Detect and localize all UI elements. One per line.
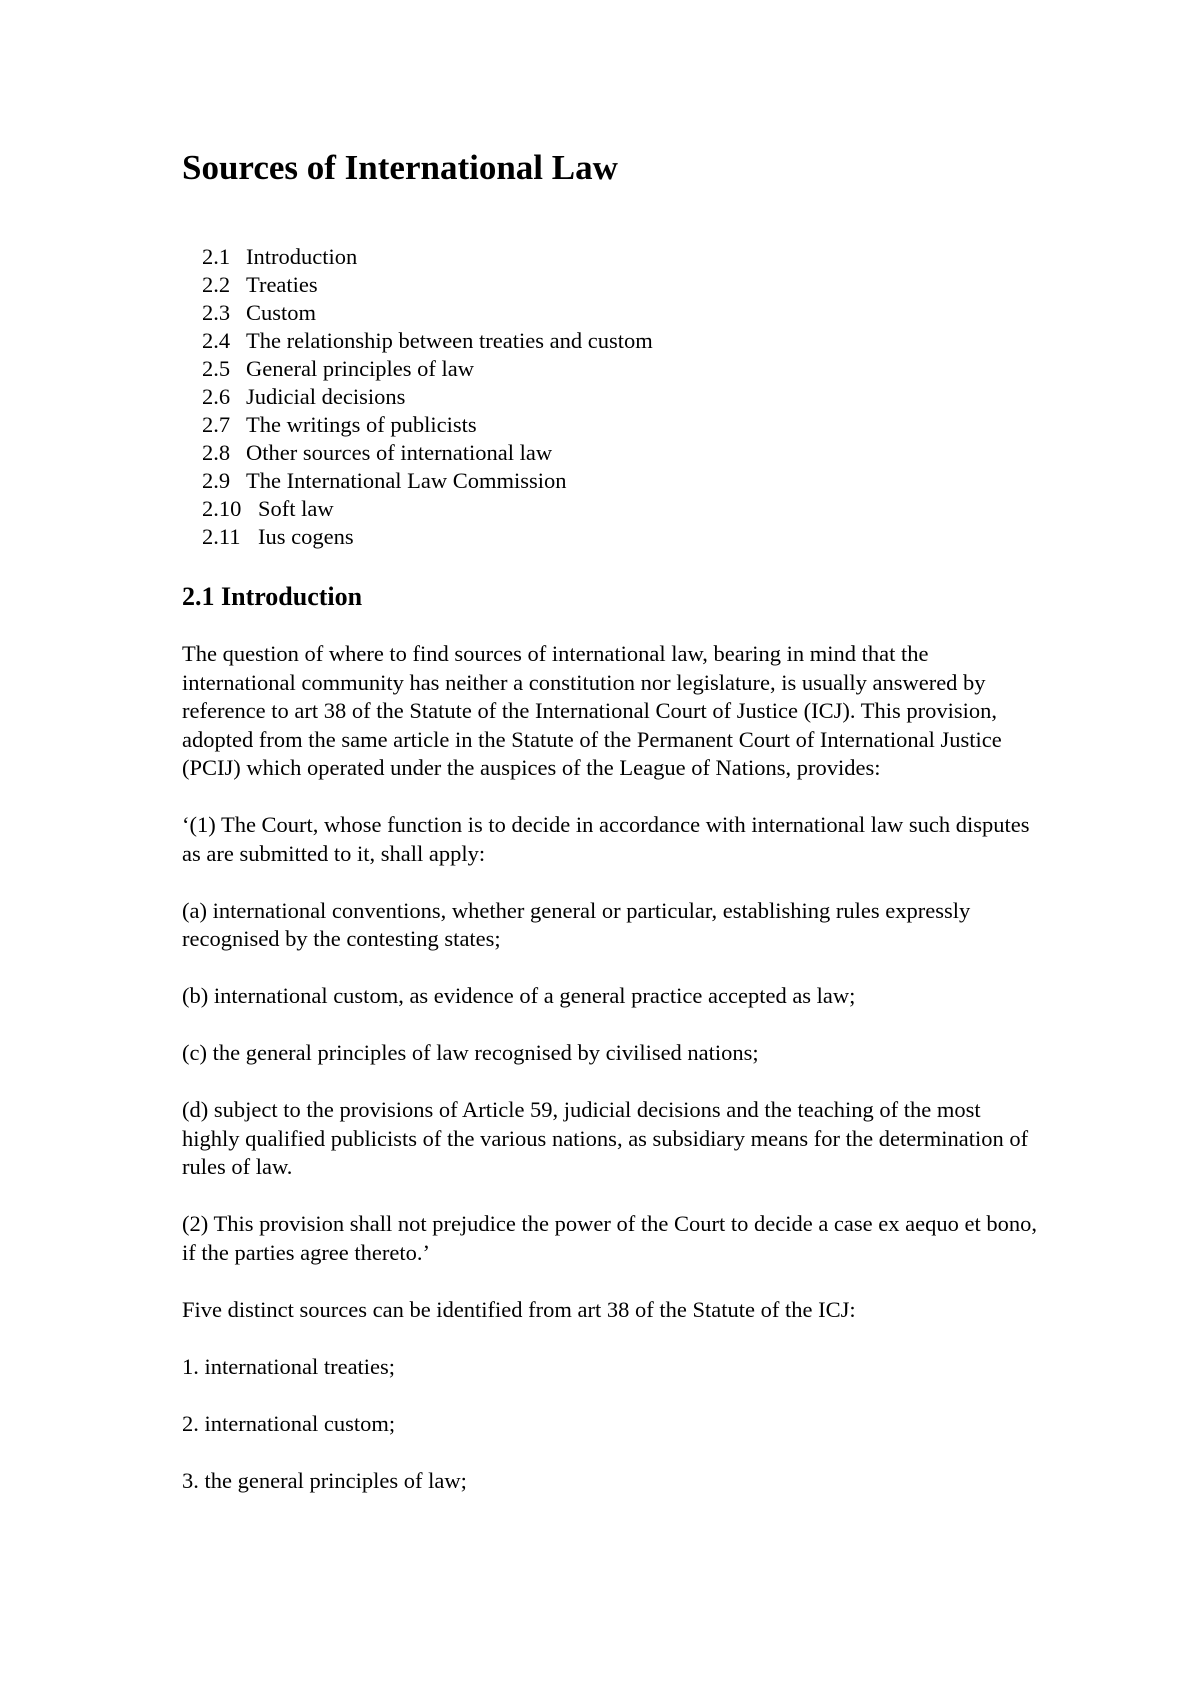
toc-item	[202, 355, 653, 383]
toc-item-label: Introduction	[246, 244, 358, 269]
toc-item-number: 2.8	[202, 440, 231, 465]
document-title: Sources of International Law	[182, 148, 618, 187]
toc-item-label: General principles of law	[246, 356, 475, 381]
toc-item	[202, 411, 653, 439]
body-paragraph: (d) subject to the provisions of Article 59, judicial decisions and the teaching of the most highly qualified publicists of the various nations, as subsidiary means for the determination of rules of law.	[182, 1097, 1029, 1179]
toc-item-label: Soft law	[258, 496, 334, 521]
body-paragraph: (b) international custom, as evidence of a general practice accepted as law;	[182, 983, 856, 1008]
toc-item	[202, 271, 653, 299]
toc-item-label: Judicial decisions	[246, 384, 406, 409]
body-paragraph: The question of where to find sources of international law, bearing in mind that the international community has neither a constitution nor legislature, is usually answered by reference to art 38 of the Statute of the International Court of Justice (ICJ). This provision, adopted from the same article in the Statute of the Permanent Court of International Justice (PCIJ) which operated under the auspices of the League of Nations, provides:	[182, 641, 1002, 780]
toc-item-label: Ius cogens	[258, 524, 354, 549]
toc-item	[202, 243, 653, 271]
toc-item-label: The relationship between treaties and custom	[246, 328, 653, 353]
section-heading: 2.1 Introduction	[182, 582, 363, 611]
toc-item	[202, 523, 653, 551]
toc-item-label: The International Law Commission	[246, 468, 567, 493]
body-paragraph: ‘(1) The Court, whose function is to decide in accordance with international law such disputes as are submitted to it, shall apply:	[182, 812, 1030, 866]
section-body	[182, 640, 1042, 1524]
toc-item-label: The writings of publicists	[246, 412, 477, 437]
toc-item-number: 2.4	[202, 328, 231, 353]
body-paragraph: (2) This provision shall not prejudice the power of the Court to decide a case ex aequo et bono, if the parties agree thereto.’	[182, 1211, 1037, 1265]
toc-item-number: 2.6	[202, 384, 231, 409]
toc-item-label: Other sources of international law	[246, 440, 553, 465]
body-paragraph: (a) international conventions, whether general or particular, establishing rules expressly recognised by the contesting states;	[182, 897, 971, 951]
body-paragraph: 1. international treaties;	[182, 1353, 396, 1379]
toc-item	[202, 439, 653, 467]
table-of-contents	[202, 243, 653, 551]
body-paragraph: 3. the general principles of law;	[182, 1467, 467, 1493]
toc-item-number: 2.5	[202, 356, 231, 381]
toc-item-number: 2.7	[202, 412, 231, 437]
toc-item-number: 2.3	[202, 300, 231, 325]
body-paragraph: 2. international custom;	[182, 1410, 396, 1436]
toc-item-label: Treaties	[246, 272, 318, 297]
toc-item	[202, 467, 653, 495]
toc-item-number: 2.1	[202, 244, 231, 269]
toc-item	[202, 495, 653, 523]
toc-item-number: 2.10	[202, 496, 242, 521]
toc-item	[202, 299, 653, 327]
toc-item-number: 2.2	[202, 272, 231, 297]
toc-item-number: 2.11	[202, 524, 241, 549]
body-paragraph: Five distinct sources can be identified from art 38 of the Statute of the ICJ:	[182, 1296, 856, 1322]
toc-item-number: 2.9	[202, 468, 231, 493]
toc-item	[202, 383, 653, 411]
body-paragraph: (c) the general principles of law recognised by civilised nations;	[182, 1040, 759, 1065]
toc-item-label: Custom	[246, 300, 317, 325]
toc-item	[202, 327, 653, 355]
